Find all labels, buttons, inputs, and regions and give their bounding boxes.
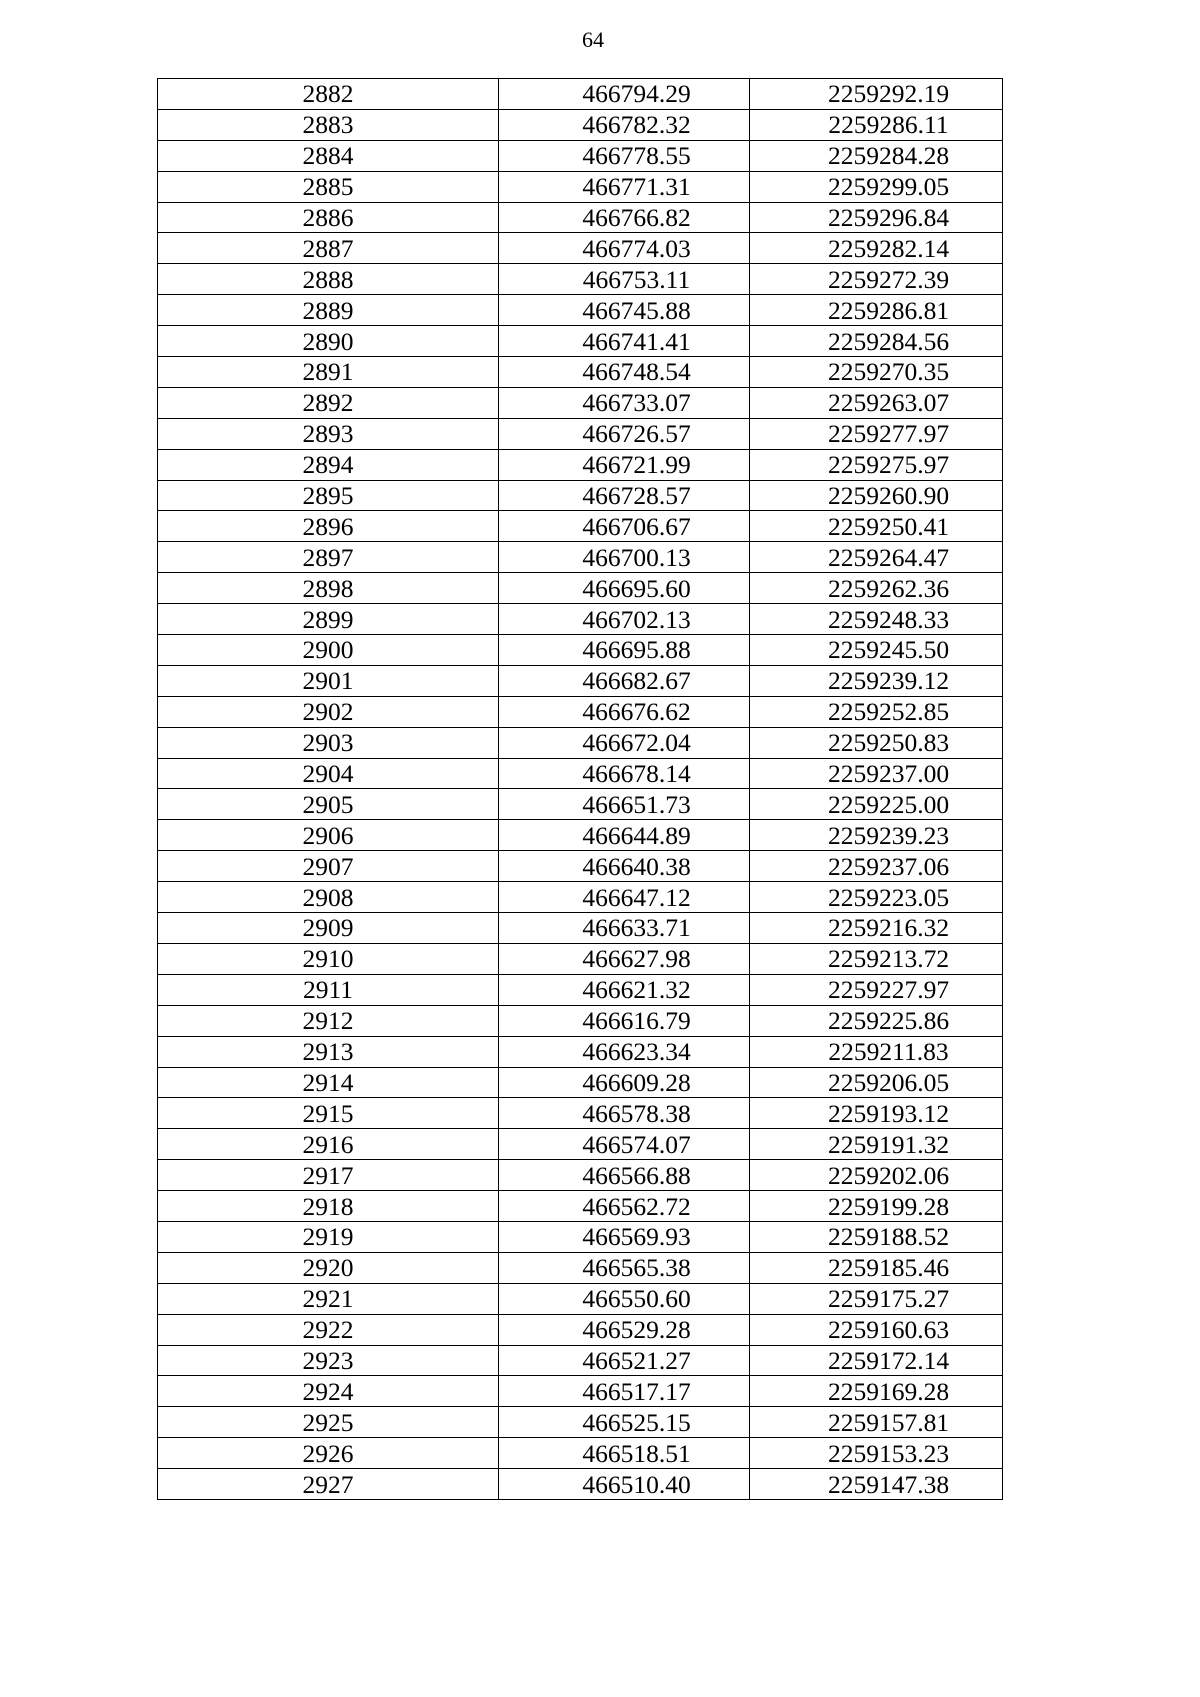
x-coordinate-cell: 466700.13 [499,542,750,573]
x-coordinate-cell: 466569.93 [499,1221,750,1252]
x-coordinate-cell: 466627.98 [499,943,750,974]
y-coordinate-cell: 2259147.38 [750,1469,1003,1500]
y-coordinate-cell: 2259223.05 [750,882,1003,913]
x-coordinate-cell: 466623.34 [499,1036,750,1067]
y-coordinate-cell: 2259160.63 [750,1314,1003,1345]
point-number-cell: 2894 [158,449,499,480]
point-number-cell: 2890 [158,326,499,357]
x-coordinate-cell: 466562.72 [499,1191,750,1222]
point-number-cell: 2896 [158,511,499,542]
x-coordinate-cell: 466741.41 [499,326,750,357]
x-coordinate-cell: 466510.40 [499,1469,750,1500]
x-coordinate-cell: 466672.04 [499,727,750,758]
point-number-cell: 2883 [158,109,499,140]
x-coordinate-cell: 466616.79 [499,1005,750,1036]
y-coordinate-cell: 2259169.28 [750,1376,1003,1407]
x-coordinate-cell: 466778.55 [499,140,750,171]
point-number-cell: 2892 [158,387,499,418]
x-coordinate-cell: 466728.57 [499,480,750,511]
x-coordinate-cell: 466621.32 [499,974,750,1005]
y-coordinate-cell: 2259299.05 [750,171,1003,202]
table-row [158,943,1003,974]
table-row [158,1407,1003,1438]
table-row [158,233,1003,264]
y-coordinate-cell: 2259286.81 [750,295,1003,326]
y-coordinate-cell: 2259272.39 [750,264,1003,295]
x-coordinate-cell: 466702.13 [499,604,750,635]
table-row [158,357,1003,388]
table-row [158,1469,1003,1500]
y-coordinate-cell: 2259225.86 [750,1005,1003,1036]
y-coordinate-cell: 2259264.47 [750,542,1003,573]
point-number-cell: 2887 [158,233,499,264]
y-coordinate-cell: 2259239.23 [750,820,1003,851]
x-coordinate-cell: 466574.07 [499,1129,750,1160]
table-row [158,696,1003,727]
table-row [158,1252,1003,1283]
table-row [158,604,1003,635]
x-coordinate-cell: 466721.99 [499,449,750,480]
x-coordinate-cell: 466774.03 [499,233,750,264]
y-coordinate-cell: 2259245.50 [750,635,1003,666]
point-number-cell: 2897 [158,542,499,573]
x-coordinate-cell: 466550.60 [499,1283,750,1314]
y-coordinate-cell: 2259250.41 [750,511,1003,542]
table-row [158,758,1003,789]
point-number-cell: 2889 [158,295,499,326]
point-number-cell: 2885 [158,171,499,202]
table-row [158,1314,1003,1345]
y-coordinate-cell: 2259172.14 [750,1345,1003,1376]
point-number-cell: 2882 [158,79,499,110]
x-coordinate-cell: 466633.71 [499,913,750,944]
point-number-cell: 2914 [158,1067,499,1098]
y-coordinate-cell: 2259286.11 [750,109,1003,140]
y-coordinate-cell: 2259211.83 [750,1036,1003,1067]
coordinates-table [157,78,1003,1500]
table-body [158,79,1003,1500]
y-coordinate-cell: 2259237.00 [750,758,1003,789]
y-coordinate-cell: 2259239.12 [750,665,1003,696]
point-number-cell: 2898 [158,573,499,604]
table-row [158,387,1003,418]
x-coordinate-cell: 466565.38 [499,1252,750,1283]
x-coordinate-cell: 466771.31 [499,171,750,202]
table-row [158,171,1003,202]
point-number-cell: 2915 [158,1098,499,1129]
x-coordinate-cell: 466529.28 [499,1314,750,1345]
point-number-cell: 2910 [158,943,499,974]
x-coordinate-cell: 466748.54 [499,357,750,388]
table-row [158,511,1003,542]
point-number-cell: 2926 [158,1438,499,1469]
point-number-cell: 2923 [158,1345,499,1376]
x-coordinate-cell: 466647.12 [499,882,750,913]
x-coordinate-cell: 466695.88 [499,635,750,666]
y-coordinate-cell: 2259175.27 [750,1283,1003,1314]
point-number-cell: 2924 [158,1376,499,1407]
point-number-cell: 2906 [158,820,499,851]
x-coordinate-cell: 466706.67 [499,511,750,542]
x-coordinate-cell: 466782.32 [499,109,750,140]
point-number-cell: 2925 [158,1407,499,1438]
y-coordinate-cell: 2259250.83 [750,727,1003,758]
point-number-cell: 2905 [158,789,499,820]
x-coordinate-cell: 466640.38 [499,851,750,882]
point-number-cell: 2893 [158,418,499,449]
table-row [158,1376,1003,1407]
table-row [158,295,1003,326]
table-row [158,1005,1003,1036]
table-row [158,109,1003,140]
table-row [158,202,1003,233]
y-coordinate-cell: 2259193.12 [750,1098,1003,1129]
x-coordinate-cell: 466733.07 [499,387,750,418]
point-number-cell: 2916 [158,1129,499,1160]
x-coordinate-cell: 466682.67 [499,665,750,696]
x-coordinate-cell: 466753.11 [499,264,750,295]
table-row [158,1067,1003,1098]
table-row [158,573,1003,604]
table-row [158,1191,1003,1222]
y-coordinate-cell: 2259188.52 [750,1221,1003,1252]
table-row [158,1160,1003,1191]
x-coordinate-cell: 466766.82 [499,202,750,233]
table-row [158,635,1003,666]
point-number-cell: 2903 [158,727,499,758]
x-coordinate-cell: 466578.38 [499,1098,750,1129]
y-coordinate-cell: 2259199.28 [750,1191,1003,1222]
x-coordinate-cell: 466676.62 [499,696,750,727]
point-number-cell: 2884 [158,140,499,171]
table-row [158,1129,1003,1160]
table-row [158,79,1003,110]
page-number: 64 [582,27,604,52]
x-coordinate-cell: 466517.17 [499,1376,750,1407]
x-coordinate-cell: 466678.14 [499,758,750,789]
table-row [158,1098,1003,1129]
y-coordinate-cell: 2259292.19 [750,79,1003,110]
point-number-cell: 2917 [158,1160,499,1191]
point-number-cell: 2918 [158,1191,499,1222]
table-row [158,1221,1003,1252]
table-row [158,542,1003,573]
y-coordinate-cell: 2259252.85 [750,696,1003,727]
table-row [158,974,1003,1005]
point-number-cell: 2900 [158,635,499,666]
x-coordinate-cell: 466651.73 [499,789,750,820]
point-number-cell: 2902 [158,696,499,727]
table-row [158,820,1003,851]
x-coordinate-cell: 466521.27 [499,1345,750,1376]
y-coordinate-cell: 2259225.00 [750,789,1003,820]
y-coordinate-cell: 2259248.33 [750,604,1003,635]
y-coordinate-cell: 2259263.07 [750,387,1003,418]
y-coordinate-cell: 2259282.14 [750,233,1003,264]
x-coordinate-cell: 466525.15 [499,1407,750,1438]
point-number-cell: 2922 [158,1314,499,1345]
y-coordinate-cell: 2259296.84 [750,202,1003,233]
table-row [158,1345,1003,1376]
table-row [158,789,1003,820]
y-coordinate-cell: 2259284.56 [750,326,1003,357]
y-coordinate-cell: 2259227.97 [750,974,1003,1005]
table-row [158,449,1003,480]
y-coordinate-cell: 2259284.28 [750,140,1003,171]
table-row [158,326,1003,357]
table-row [158,264,1003,295]
x-coordinate-cell: 466695.60 [499,573,750,604]
point-number-cell: 2911 [158,974,499,1005]
x-coordinate-cell: 466726.57 [499,418,750,449]
point-number-cell: 2888 [158,264,499,295]
x-coordinate-cell: 466794.29 [499,79,750,110]
point-number-cell: 2895 [158,480,499,511]
point-number-cell: 2904 [158,758,499,789]
point-number-cell: 2891 [158,357,499,388]
point-number-cell: 2920 [158,1252,499,1283]
y-coordinate-cell: 2259213.72 [750,943,1003,974]
x-coordinate-cell: 466644.89 [499,820,750,851]
point-number-cell: 2908 [158,882,499,913]
y-coordinate-cell: 2259157.81 [750,1407,1003,1438]
point-number-cell: 2886 [158,202,499,233]
table-row [158,727,1003,758]
y-coordinate-cell: 2259216.32 [750,913,1003,944]
table-row [158,882,1003,913]
table-row [158,665,1003,696]
y-coordinate-cell: 2259262.36 [750,573,1003,604]
y-coordinate-cell: 2259277.97 [750,418,1003,449]
x-coordinate-cell: 466518.51 [499,1438,750,1469]
table-row [158,913,1003,944]
point-number-cell: 2909 [158,913,499,944]
table-row [158,140,1003,171]
point-number-cell: 2899 [158,604,499,635]
table-row [158,1036,1003,1067]
x-coordinate-cell: 466609.28 [499,1067,750,1098]
point-number-cell: 2907 [158,851,499,882]
x-coordinate-cell: 466745.88 [499,295,750,326]
table-row [158,851,1003,882]
point-number-cell: 2927 [158,1469,499,1500]
point-number-cell: 2913 [158,1036,499,1067]
table-row [158,1283,1003,1314]
y-coordinate-cell: 2259153.23 [750,1438,1003,1469]
point-number-cell: 2919 [158,1221,499,1252]
y-coordinate-cell: 2259237.06 [750,851,1003,882]
y-coordinate-cell: 2259185.46 [750,1252,1003,1283]
y-coordinate-cell: 2259202.06 [750,1160,1003,1191]
table-row [158,480,1003,511]
table-row [158,418,1003,449]
point-number-cell: 2901 [158,665,499,696]
point-number-cell: 2912 [158,1005,499,1036]
point-number-cell: 2921 [158,1283,499,1314]
y-coordinate-cell: 2259191.32 [750,1129,1003,1160]
y-coordinate-cell: 2259260.90 [750,480,1003,511]
y-coordinate-cell: 2259275.97 [750,449,1003,480]
x-coordinate-cell: 466566.88 [499,1160,750,1191]
y-coordinate-cell: 2259270.35 [750,357,1003,388]
table-row [158,1438,1003,1469]
y-coordinate-cell: 2259206.05 [750,1067,1003,1098]
